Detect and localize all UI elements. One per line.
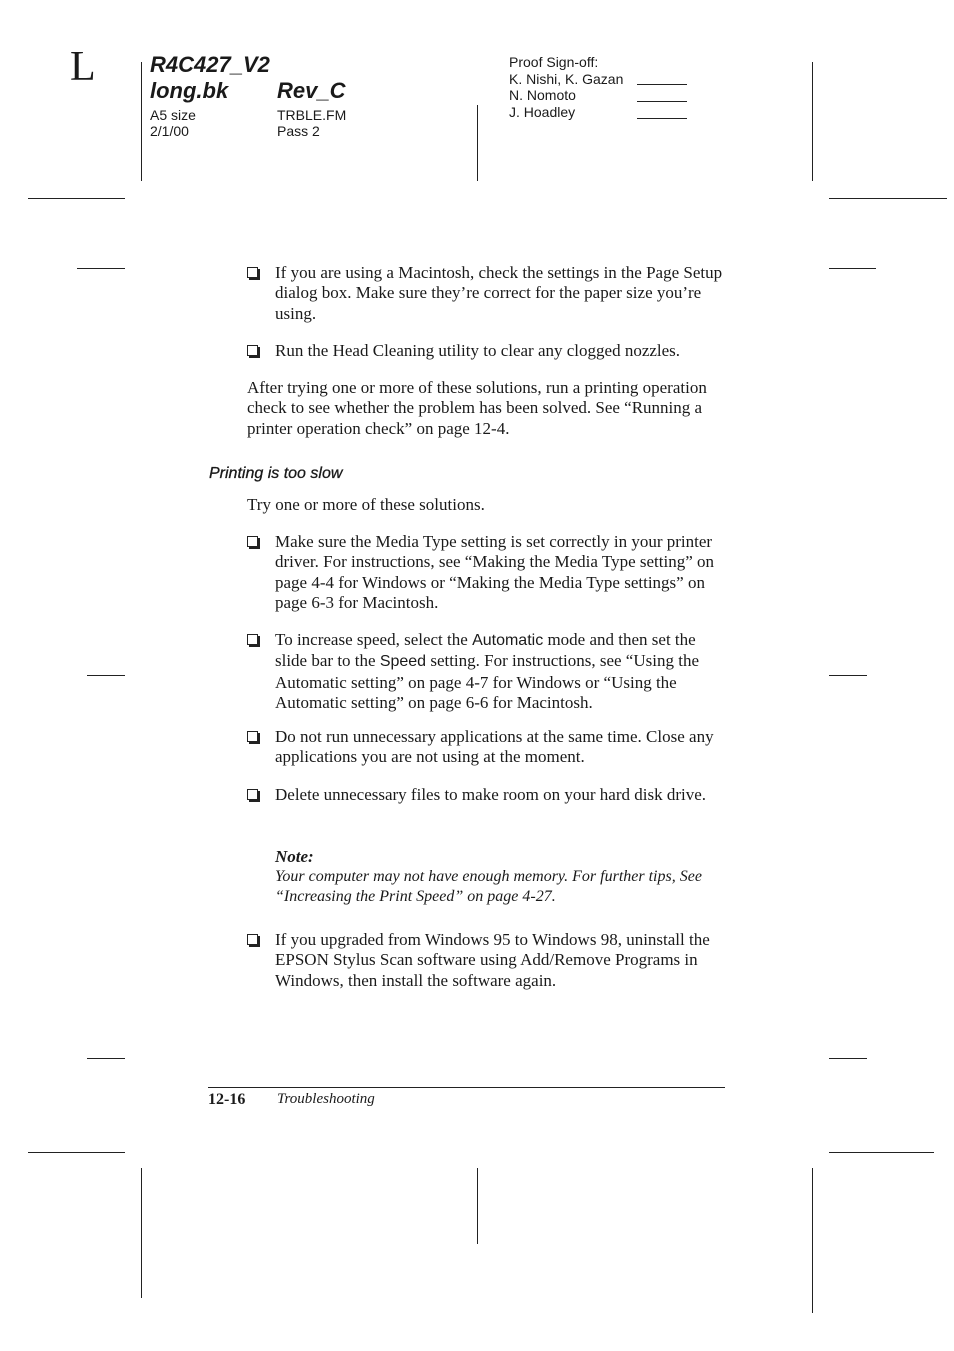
footer-section-title: Troubleshooting xyxy=(277,1091,375,1107)
crop-mark-bottom-right xyxy=(812,1168,813,1313)
trim-line-top-right xyxy=(829,198,947,199)
crop-mark-top-right xyxy=(812,62,813,181)
bullet-head-cleaning: Run the Head Cleaning utility to clear any clogged nozzles. xyxy=(275,341,681,360)
margin-mark-right-2 xyxy=(829,675,867,676)
page-size: A5 size xyxy=(150,107,196,123)
margin-mark-left-1 xyxy=(77,268,125,269)
after-trying-paragraph: After trying one or more of these solutions, run a printing operation check to see whether the problem has been solved. See “Running a printer operation check” on page 12-4. xyxy=(247,378,707,438)
file-name: TRBLE.FM xyxy=(277,107,347,123)
margin-mark-left-2 xyxy=(87,675,125,676)
doc-code: R4C427_V2 xyxy=(150,52,270,77)
crop-mark-top-center xyxy=(477,105,478,181)
revision: Rev_C xyxy=(277,78,346,103)
proof-name-1: K. Nishi, K. Gazan xyxy=(509,71,624,87)
note-label: Note: xyxy=(275,847,314,866)
margin-mark-right-3 xyxy=(829,1058,867,1059)
bullet-windows-upgrade: If you upgraded from Windows 95 to Windows 98, uninstall the EPSON Stylus Scan software using Add/Remove Programs in Windows, then install the software again. xyxy=(275,930,710,990)
intro-paragraph: Try one or more of these solutions. xyxy=(247,495,485,514)
checkbox-bullet-icon xyxy=(247,267,258,278)
crop-mark-bottom-left xyxy=(141,1168,142,1298)
checkbox-bullet-icon xyxy=(247,934,258,945)
margin-mark-right-1 xyxy=(829,268,876,269)
automatic-mode-label: Automatic xyxy=(472,632,544,649)
speed-setting-label: Speed xyxy=(379,653,427,671)
checkbox-bullet-icon xyxy=(247,634,258,645)
signoff-line-1 xyxy=(637,84,687,85)
checkbox-bullet-icon xyxy=(247,345,258,356)
proof-name-2: N. Nomoto xyxy=(509,87,576,103)
crop-mark-top-left xyxy=(141,62,142,181)
trim-line-bottom-left xyxy=(28,1152,125,1153)
date: 2/1/00 xyxy=(150,123,189,139)
signoff-line-2 xyxy=(637,101,687,102)
footer-rule xyxy=(208,1087,725,1088)
bullet-macintosh-page-setup: If you are using a Macintosh, check the settings in the Page Setup dialog box. Make sure they’re correct for the paper size you’re using. xyxy=(275,263,723,323)
checkbox-bullet-icon xyxy=(247,536,258,547)
signoff-line-3 xyxy=(637,118,687,119)
book-file: long.bk xyxy=(150,78,229,103)
page-side-letter: L xyxy=(70,44,96,90)
checkbox-bullet-icon xyxy=(247,731,258,742)
section-heading: Printing is too slow xyxy=(209,465,343,482)
crop-mark-bottom-center xyxy=(477,1168,478,1244)
trim-line-top-left xyxy=(28,198,125,199)
bullet-increase-speed: To increase speed, select the Automatic mode and then set the slide bar to the Speed setting. For instructions, see “Using the Automatic setting” on page 4-7 for Windows or “Using the Automatic setting” on page 6-6 for Macintosh. xyxy=(275,630,699,712)
bullet-close-applications: Do not run unnecessary applications at the same time. Close any applications you are not using at the moment. xyxy=(275,727,714,767)
proof-title: Proof Sign-off: xyxy=(509,54,599,70)
bullet-delete-files: Delete unnecessary files to make room on your hard disk drive. xyxy=(275,785,707,804)
note-text: Your computer may not have enough memory. For further tips, See “Increasing the Print Speed” on page 4-27. xyxy=(275,868,702,906)
proof-name-3: J. Hoadley xyxy=(509,104,576,120)
pass: Pass 2 xyxy=(277,123,320,139)
bullet-media-type: Make sure the Media Type setting is set correctly in your printer driver. For instructions, see “Making the Media Type setting” on page 4-4 for Windows or “Making the Media Type settings” on page 6-3 for Macintosh. xyxy=(275,532,714,612)
page-number: 12-16 xyxy=(208,1091,246,1108)
trim-line-bottom-right xyxy=(829,1152,934,1153)
checkbox-bullet-icon xyxy=(247,789,258,800)
margin-mark-left-3 xyxy=(87,1058,125,1059)
